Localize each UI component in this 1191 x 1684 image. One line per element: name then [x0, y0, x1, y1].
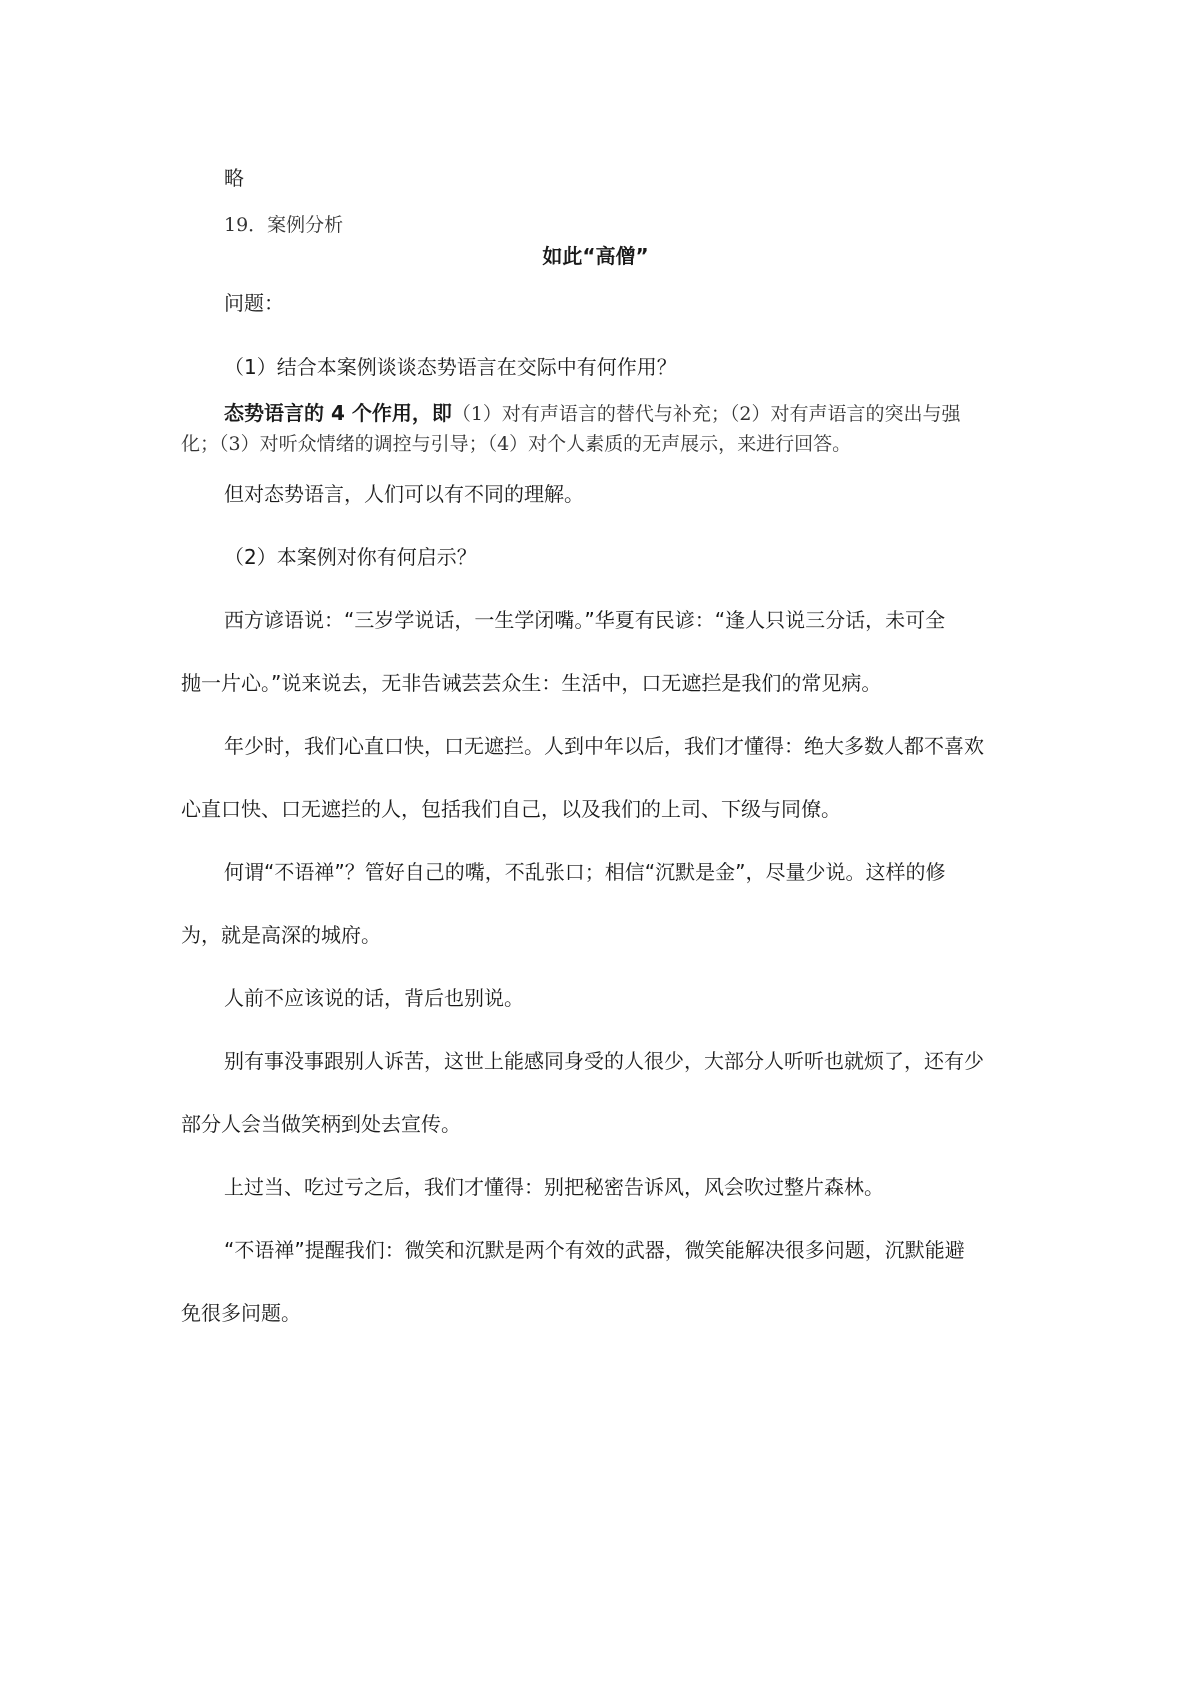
answer-1-line-1: [224, 401, 961, 426]
paragraph-line: 年少时，我们心直口快，口无遮拦。人到中年以后，我们才懂得：绝大多数人都不喜欢: [224, 734, 984, 758]
question-1: （1）结合本案例谈谈态势语言在交际中有何作用？: [224, 355, 677, 379]
paragraph-line: 免很多问题。: [181, 1301, 301, 1325]
paragraph-line: 抛一片心。”说来说去，无非告诫芸芸众生：生活中，口无遮拦是我们的常见病。: [181, 671, 882, 695]
paragraph-line: 西方谚语说：“三岁学说话，一生学闭嘴。”华夏有民谚：“逢人只说三分话，未可全: [224, 608, 946, 632]
paragraph-line: 别有事没事跟别人诉苦，这世上能感同身受的人很少，大部分人听听也就烦了，还有少: [224, 1049, 984, 1073]
question-2: （2）本案例对你有何启示？: [224, 545, 477, 569]
paragraph-line: 部分人会当做笑柄到处去宣传。: [181, 1112, 461, 1136]
question-label: 问题：: [224, 291, 284, 315]
case-title: 如此“高僧”: [542, 244, 649, 268]
answer-1-bold-lead: 态势语言的 4 个作用，即: [224, 401, 452, 425]
paragraph-line: 为，就是高深的城府。: [181, 923, 381, 947]
question-number: 19．案例分析: [224, 214, 344, 236]
answer-1-line-2: 化；（3）对听众情绪的调控与引导；（4）对个人素质的无声展示，来进行回答。: [181, 433, 852, 455]
answer-1-rest: （1）对有声语言的替代与补充；（2）对有声语言的突出与强: [451, 403, 961, 425]
paragraph-line: 上过当、吃过亏之后，我们才懂得：别把秘密告诉风，风会吹过整片森林。: [224, 1175, 884, 1199]
paragraph-line: “不语禅”提醒我们：微笑和沉默是两个有效的武器，微笑能解决很多问题，沉默能避: [224, 1238, 965, 1262]
omitted-answer: 略: [224, 166, 244, 190]
paragraph-line: 何谓“不语禅”？管好自己的嘴，不乱张口；相信“沉默是金”，尽量少说。这样的修: [224, 860, 946, 884]
paragraph-line: 人前不应该说的话，背后也别说。: [224, 986, 524, 1010]
paragraph-line: 心直口快、口无遮拦的人，包括我们自己，以及我们的上司、下级与同僚。: [181, 797, 841, 821]
answer-1-note: 但对态势语言，人们可以有不同的理解。: [224, 482, 584, 506]
